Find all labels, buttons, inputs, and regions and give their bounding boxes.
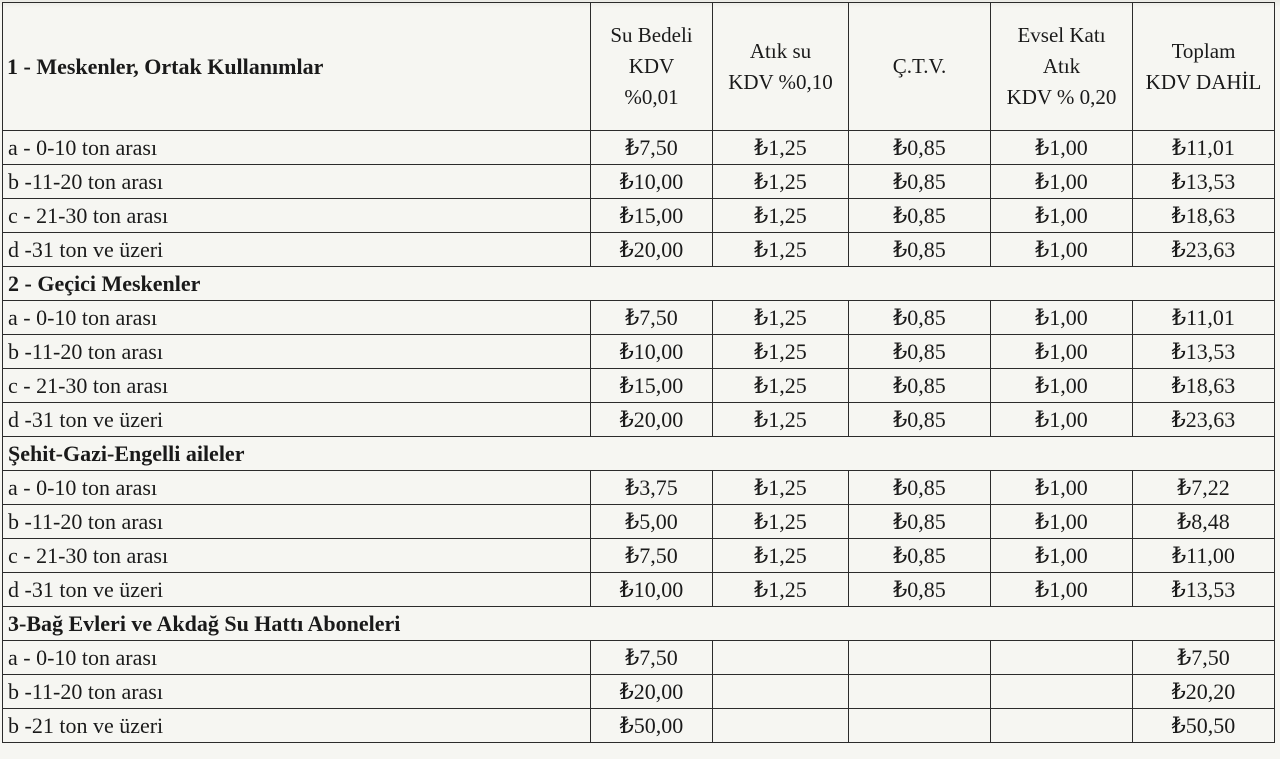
column-header-evsel-kati-atik [991,3,1133,131]
table-row [3,369,1275,403]
su-bedeli-cell: ₺3,75 [591,471,713,505]
ctv-cell: ₺0,85 [849,539,991,573]
atik-su-cell: ₺1,25 [713,403,849,437]
su-bedeli-cell: ₺20,00 [591,675,713,709]
atik-su-cell: ₺1,25 [713,369,849,403]
column-header-su-bedeli [591,3,713,131]
section-title: 1 - Meskenler, Ortak Kullanımlar [3,3,591,131]
column-header-line: Ç.T.V. [892,54,947,78]
ctv-cell: ₺0,85 [849,403,991,437]
evsel-kati-atik-cell: ₺1,00 [991,471,1133,505]
consumption-range-label: a - 0-10 ton arası [3,641,591,675]
consumption-range-label: d -31 ton ve üzeri [3,233,591,267]
column-header-line: KDV [628,54,675,78]
consumption-range-label: d -31 ton ve üzeri [3,403,591,437]
section-title: 2 - Geçici Meskenler [3,267,591,301]
evsel-kati-atik-cell: ₺1,00 [991,505,1133,539]
water-tariff-table [2,2,1275,743]
ctv-cell: ₺0,85 [849,471,991,505]
column-header-ctv [849,3,991,131]
column-header-line: Toplam [1171,38,1236,63]
atik-su-cell: ₺1,25 [713,573,849,607]
section-header-row [3,267,1275,301]
evsel-kati-atik-cell: ₺1,00 [991,369,1133,403]
evsel-kati-atik-cell: ₺1,00 [991,199,1133,233]
toplam-cell: ₺11,01 [1133,301,1275,335]
section-title-fill [591,267,1275,301]
atik-su-cell: ₺1,25 [713,471,849,505]
atik-su-cell: ₺1,25 [713,165,849,199]
evsel-kati-atik-cell: ₺1,00 [991,165,1133,199]
toplam-cell: ₺13,53 [1133,335,1275,369]
column-header-line: Su Bedeli [610,23,693,47]
toplam-cell: ₺13,53 [1133,165,1275,199]
table-row [3,505,1275,539]
su-bedeli-cell: ₺5,00 [591,505,713,539]
column-header-line: Atık su [749,38,812,63]
table-row [3,641,1275,675]
consumption-range-label: b -11-20 ton arası [3,505,591,539]
atik-su-cell: ₺1,25 [713,199,849,233]
su-bedeli-cell: ₺15,00 [591,369,713,403]
evsel-kati-atik-cell: ₺1,00 [991,573,1133,607]
atik-su-cell: ₺1,25 [713,335,849,369]
column-header-line: KDV DAHİL [1145,69,1262,94]
su-bedeli-cell: ₺7,50 [591,131,713,165]
consumption-range-label: a - 0-10 ton arası [3,131,591,165]
toplam-cell: ₺50,50 [1133,709,1275,743]
column-header-line: Evsel Katı [1017,23,1106,47]
toplam-cell: ₺13,53 [1133,573,1275,607]
table-row [3,165,1275,199]
ctv-cell: ₺0,85 [849,335,991,369]
table-body [3,131,1275,743]
consumption-range-label: c - 21-30 ton arası [3,369,591,403]
section-header-row [3,607,1275,641]
ctv-cell: ₺0,85 [849,301,991,335]
ctv-cell [849,709,991,743]
su-bedeli-cell: ₺7,50 [591,539,713,573]
su-bedeli-cell: ₺7,50 [591,641,713,675]
section-title-fill [591,437,1275,471]
table-row [3,301,1275,335]
consumption-range-label: b -11-20 ton arası [3,165,591,199]
table-row [3,709,1275,743]
evsel-kati-atik-cell: ₺1,00 [991,403,1133,437]
column-header-line: KDV %0,10 [728,69,833,94]
consumption-range-label: b -11-20 ton arası [3,335,591,369]
section-header-row [3,437,1275,471]
table-row [3,675,1275,709]
table-row [3,471,1275,505]
evsel-kati-atik-cell: ₺1,00 [991,131,1133,165]
ctv-cell: ₺0,85 [849,233,991,267]
atik-su-cell [713,709,849,743]
su-bedeli-cell: ₺10,00 [591,335,713,369]
atik-su-cell: ₺1,25 [713,539,849,573]
ctv-cell: ₺0,85 [849,505,991,539]
toplam-cell: ₺23,63 [1133,403,1275,437]
column-header-line: KDV % 0,20 [1006,85,1117,109]
toplam-cell: ₺20,20 [1133,675,1275,709]
column-header-line: %0,01 [624,85,679,109]
atik-su-cell [713,675,849,709]
ctv-cell: ₺0,85 [849,165,991,199]
table-row [3,403,1275,437]
section-title: 3-Bağ Evleri ve Akdağ Su Hattı Aboneleri [3,607,591,641]
su-bedeli-cell: ₺10,00 [591,573,713,607]
toplam-cell: ₺11,01 [1133,131,1275,165]
atik-su-cell: ₺1,25 [713,505,849,539]
section-title-fill [591,607,1275,641]
table-row [3,573,1275,607]
su-bedeli-cell: ₺10,00 [591,165,713,199]
table-row [3,131,1275,165]
atik-su-cell: ₺1,25 [713,131,849,165]
ctv-cell: ₺0,85 [849,369,991,403]
consumption-range-label: d -31 ton ve üzeri [3,573,591,607]
ctv-cell: ₺0,85 [849,199,991,233]
table-row [3,199,1275,233]
toplam-cell: ₺18,63 [1133,369,1275,403]
consumption-range-label: a - 0-10 ton arası [3,471,591,505]
consumption-range-label: b -11-20 ton arası [3,675,591,709]
evsel-kati-atik-cell: ₺1,00 [991,335,1133,369]
table-header-row [3,3,1275,131]
column-header-atik-su [713,3,849,131]
consumption-range-label: c - 21-30 ton arası [3,539,591,573]
ctv-cell [849,641,991,675]
consumption-range-label: c - 21-30 ton arası [3,199,591,233]
toplam-cell: ₺23,63 [1133,233,1275,267]
evsel-kati-atik-cell [991,709,1133,743]
toplam-cell: ₺7,22 [1133,471,1275,505]
atik-su-cell: ₺1,25 [713,301,849,335]
column-header-toplam [1133,3,1275,131]
evsel-kati-atik-cell: ₺1,00 [991,539,1133,573]
atik-su-cell [713,641,849,675]
consumption-range-label: a - 0-10 ton arası [3,301,591,335]
su-bedeli-cell: ₺15,00 [591,199,713,233]
toplam-cell: ₺11,00 [1133,539,1275,573]
evsel-kati-atik-cell [991,641,1133,675]
su-bedeli-cell: ₺20,00 [591,233,713,267]
ctv-cell: ₺0,85 [849,573,991,607]
evsel-kati-atik-cell: ₺1,00 [991,301,1133,335]
ctv-cell [849,675,991,709]
column-header-line: Atık [1042,54,1081,78]
su-bedeli-cell: ₺7,50 [591,301,713,335]
toplam-cell: ₺7,50 [1133,641,1275,675]
su-bedeli-cell: ₺20,00 [591,403,713,437]
atik-su-cell: ₺1,25 [713,233,849,267]
ctv-cell: ₺0,85 [849,131,991,165]
evsel-kati-atik-cell: ₺1,00 [991,233,1133,267]
section-title: Şehit-Gazi-Engelli aileler [3,437,591,471]
table-row [3,233,1275,267]
toplam-cell: ₺18,63 [1133,199,1275,233]
table-row [3,335,1275,369]
evsel-kati-atik-cell [991,675,1133,709]
table-row [3,539,1275,573]
toplam-cell: ₺8,48 [1133,505,1275,539]
consumption-range-label: b -21 ton ve üzeri [3,709,591,743]
su-bedeli-cell: ₺50,00 [591,709,713,743]
